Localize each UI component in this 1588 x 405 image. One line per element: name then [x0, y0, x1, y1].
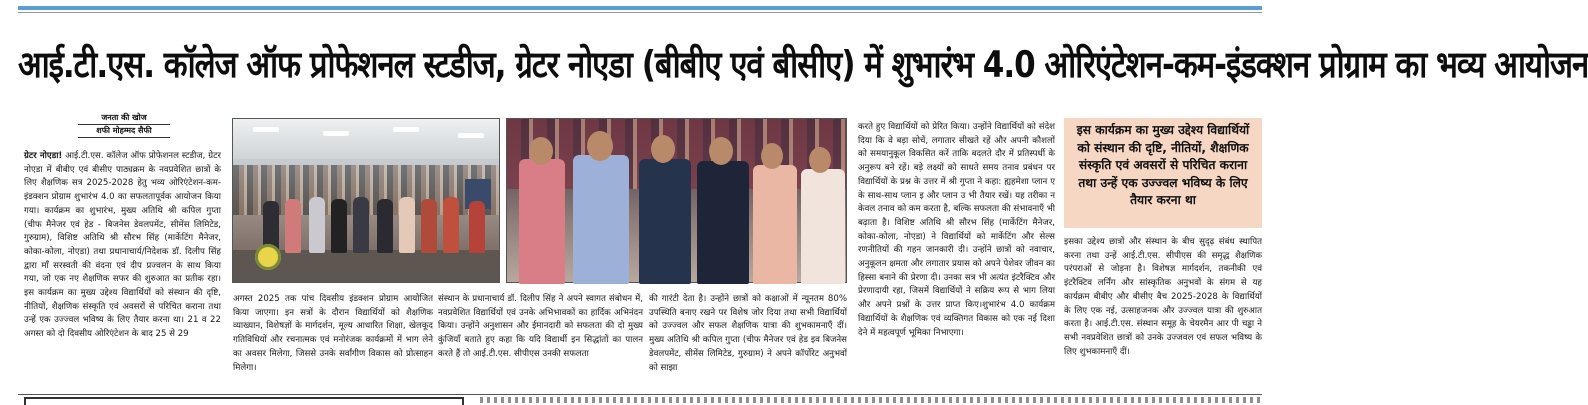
column-1-text: आई.टी.एस. कॉलेज ऑफ प्रोफेशनल स्टडीज, ग्रेटर नोएडा में बीबीए एवं बीसीए पाठ्यक्रम के नवप्रवेशित छात्रों के लिए शैक्षणिक सत्र 2025-2028 हेतु भव्य ओरिएंटेशन-कम-इंडक्शन प्रोग्राम शुभारंभ 4.0 का सफलतापूर्वक आयोजन किया गया। कार्यक्रम का शुभारंभ, मुख्य अतिथि श्री कपिल गुप्ता (चीफ मैनेजर एवं हेड - बिजनेस डेवलपमेंट, सीमेंस लिमिटेड, गुरुग्राम), विशिष्ट अतिथि श्री सौरभ सिंह (मार्केटिंग मैनेजर, कोका-कोला, नोएडा) तथा प्रधानाचार्य/निदेशक डॉ. दिलीप सिंह द्वारा माँ सरस्वती की वंदना एवं दीप प्रज्वलन के साथ किया गया, जो एक नए शैक्षणिक सफर की शुरुआत का प्रतीक रहा। इस कार्यक्रम का मुख्य उद्देश्य विद्यार्थियों को संस्थान की दृष्टि, नीतियों, शैक्षणिक संस्कृति एवं अवसरों से परिचित कराना तथा उन्हें एक उज्ज्वल भविष्य के लिए तैयार करना था। 21 व 22 अगस्त को दो दिवसीय ओरिएंटेशन के बाद 25 से 29 [24, 151, 221, 340]
ceiling-light [323, 131, 349, 136]
bottom-rule [18, 394, 1262, 395]
byline-source: जनता की खोज [101, 113, 147, 122]
photo-person [519, 159, 565, 284]
article-column-4: की गारंटी देता है। उन्होंने छात्रों को कक्षाओं में न्यूनतम 80% उपस्थिति बनाए रखने पर विशेष जोर दिया तथा सभी विद्यार्थियों को उज्ज्वल और सफल शैक्षणिक यात्रा की शुभकामनाएँ दीं। मुख्य अतिथि श्री कपिल गुप्ता (चीफ मैनेजर एवं हेड इव बिजनेस डेवलपमेंट, सीमेंस लिमिटेड, गुरुग्राम) ने अपने कॉर्पोरेट अनुभवों को साझा [649, 294, 847, 373]
photo-person [573, 155, 629, 284]
photo-person [399, 197, 415, 253]
photo-group-stage [232, 118, 500, 283]
photo-person [309, 197, 325, 253]
next-article-text-edge [480, 397, 1260, 403]
photo-face [761, 143, 783, 169]
photo-person [443, 197, 459, 253]
ceiling-light [458, 133, 484, 138]
ceiling-light [393, 127, 419, 132]
photo-face [587, 131, 613, 161]
pull-quote: इस कार्यक्रम का मुख्य उद्देश्य विद्यार्थियों को संस्थान की दृष्टि, नीतियों, शैक्षणिक संस्कृति एवं अवसरों से परिचित कराना तथा उन्हें एक उज्ज्वल भविष्य के लिए तैयार करना था [1064, 118, 1262, 228]
article-column-6: इसका उद्देश्य छात्रों और संस्थान के बीच सुदृढ़ संबंध स्थापित करना तथा उन्हें आई.टी.एस. सीपीएस की समृद्ध शैक्षणिक परंपराओं से जोड़ना है। विशेषज्ञ मार्गदर्शन, तकनीकी एवं इंटरैक्टिव लर्निंग और सांस्कृतिक अनुभवों के संगम से यह कार्यक्रम बीबीए और बीसीए बैच 2025-2028 के विद्यार्थियों के लिए एक नई, उत्साहजनक और उज्ज्वल यात्रा की शुरुआत करता है। आई.टी.एस. संस्थान समूह के चेयरमैन आर पी चड्ढा ने सभी नवप्रवेशित छात्रों को उनके उज्जवल एवं सफल भविष्य के लिए शुभकामनाएँ दीं। [1064, 237, 1262, 357]
photo-person [753, 165, 797, 284]
article-column-5: करते हुए विद्यार्थियों को प्रेरित किया। उन्होंने विद्यार्थियों को संदेश दिया कि वे बड़ा सोचें, लगातार सीखते रहें और अपनी कौशलों को समयानुकूल विकसित करें ताकि बदलते दौर में प्रतिस्पर्धी के अनुरूप बने रहें। बड़े लक्ष्यों को साधते समय तनाव प्रबंधन पर विद्यार्थियों के प्रश्न के उत्तर में श्री गुप्ता ने कहा: ह्यहमेशा प्लान ए के साथ-साथ प्लान इ और प्लान उ भी तैयार रखें। यह तरीका न केवल तनाव को कम करता है, बल्कि सफलता की संभावनाएँ भी बढ़ाता है। विशिष्ट अतिथि श्री सौरभ सिंह (मार्केटिंग मैनेजर, कोका-कोला, नोएडा) ने विद्यार्थियों को मार्केटिंग और सेल्स रणनीतियों की गहन जानकारी दी। उन्होंने छात्रों को नवाचार, अनुकूलन क्षमता और लगातार प्रयास को अपने पेशेवर जीवन का हिस्सा बनाने की प्रेरणा दी। उनका सत्र भी अत्यंत इंटरैक्टिव और प्रेरणादायी रहा, जिसमें विद्यार्थियों ने सक्रिय रूप से भाग लिया और अपने प्रश्नों के उत्तर प्राप्त किए।शुभारंभ 4.0 कार्यक्रम विद्यार्थियों के शैक्षणिक एवं व्यक्तिगत विकास को एक नई दिशा देने में महत्वपूर्ण भूमिका निभाएगा। [858, 122, 1055, 338]
photo-person [697, 161, 749, 284]
photo-face [709, 137, 733, 165]
photo-face [809, 147, 831, 173]
photo-person [421, 199, 437, 253]
photo-person [469, 201, 485, 253]
article-column-2: अगस्त 2025 तक पांच दिवसीय इंडक्शन प्रोग्राम आयोजित किया जाएगा। इन सत्रों के दौरान विद्यार्थियों को शैक्षणिक व्याख्यान, विशेषज्ञों के मार्गदर्शन, मूल्य आधारित शिक्षा, खेलकूद गतिविधियों और रचनात्मक एवं मनोरंजक कार्यक्रमों में भाग लेने का अवसर मिलेगा, जिससे उनके सर्वांगीण विकास को प्रोत्साहन मिलेगा। [233, 294, 433, 373]
dateline: ग्रेटर नोएडा! [24, 151, 63, 161]
next-article-box [24, 397, 464, 405]
photo-face [651, 135, 675, 163]
photo-person [801, 169, 845, 284]
photo-person [331, 199, 347, 253]
top-rule [18, 6, 1262, 10]
photo-person [285, 199, 301, 253]
byline [78, 112, 170, 138]
headline: आई.टी.एस. कॉलेज ऑफ प्रोफेशनल स्टडीज, ग्रेटर नोएडा (बीबीए एवं बीसीए) में शुभारंभ 4.0 ओरिएंटेशन-कम-इंडक्शन प्रोग्राम का भव्य आयोजन [18, 44, 1588, 87]
top-rule-thin [18, 12, 1262, 13]
article-column-3: संस्थान के प्रधानाचार्य डॉ. दिलीप सिंह ने अपने स्वागत संबोधन में, नवप्रवेशित विद्यार्थियों एवं उनके अभिभावकों का हार्दिक अभिनंदन किया। उन्होंने अनुशासन और ईमानदारी को सफलता की दो मुख्य कुंजियाँ बताते हुए कहा कि यदि विद्यार्थी इन सिद्धांतों का पालन करते हैं तो आई.टी.एस. सीपीएस उनकी सफलता [438, 294, 643, 359]
photo-face [529, 137, 553, 165]
byline-author: शफी मोहम्मद सैफी [78, 124, 170, 138]
photo-flower-pot [255, 244, 281, 270]
ceiling-light [253, 127, 279, 132]
photo-ceiling [233, 119, 499, 159]
article-column-1 [24, 150, 221, 386]
photo-guests-seated [506, 118, 847, 283]
photo-person [377, 199, 393, 253]
photo-person [353, 197, 369, 253]
photo-person [639, 159, 691, 284]
